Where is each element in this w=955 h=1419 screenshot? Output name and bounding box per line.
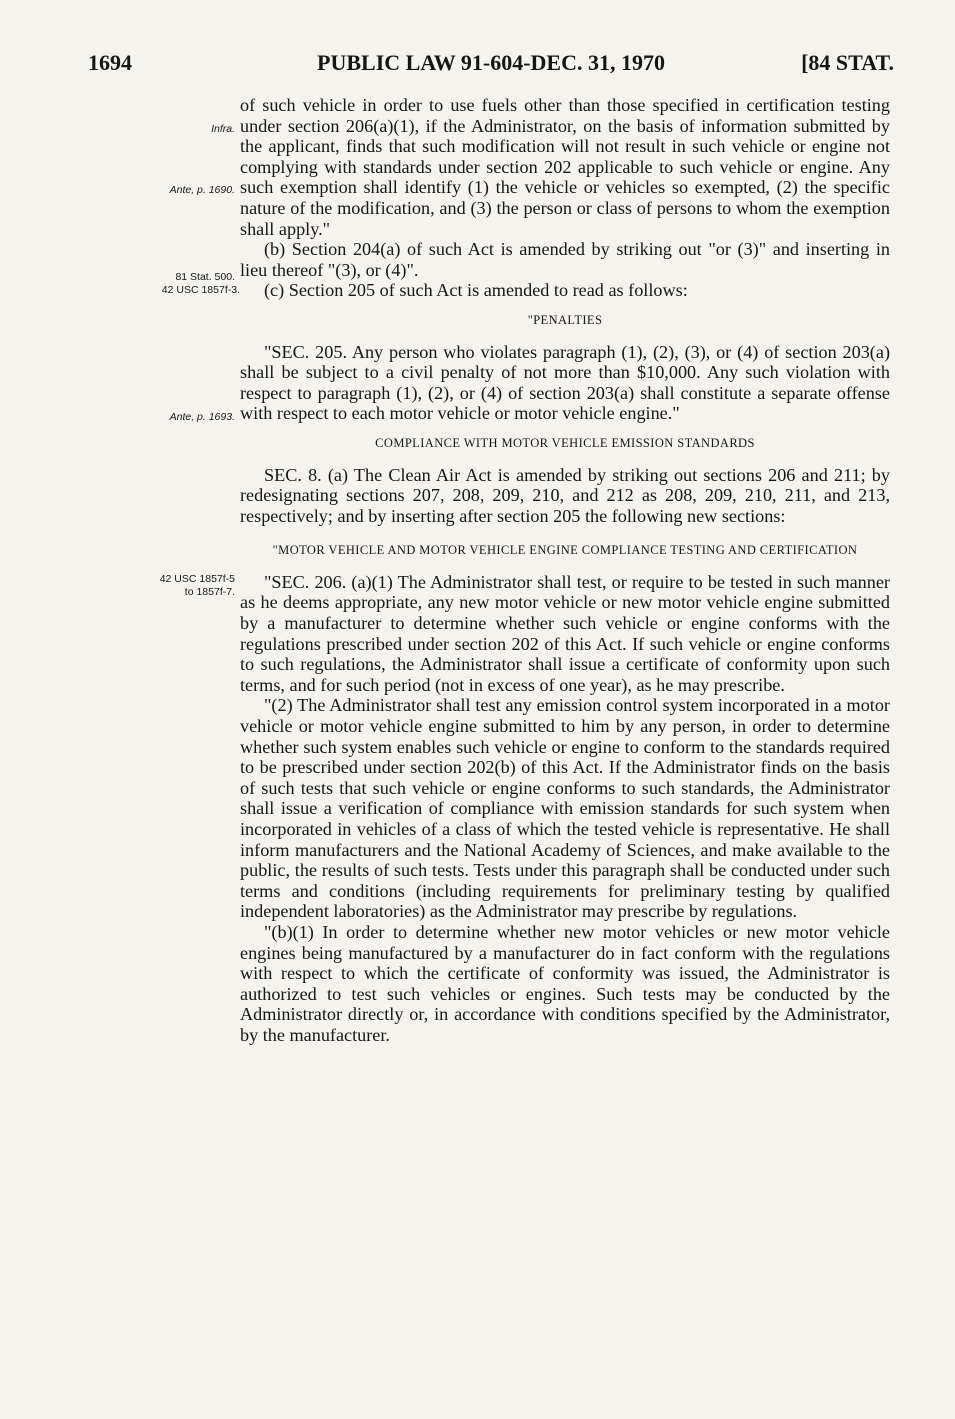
page-number: 1694 — [88, 50, 132, 75]
margin-note-usc-1857f7: to 1857f-7. — [184, 586, 235, 598]
margin-note-usc-1857f5: 42 USC 1857f-5 — [159, 573, 235, 585]
paragraph-section-205-intro: (c) Section 205 of such Act is amended to read as follows: — [264, 280, 688, 301]
page-title: PUBLIC LAW 91-604-DEC. 31, 1970 — [317, 50, 665, 75]
paragraph-section-204: (b) Section 204(a) of such Act is amended by striking out "or (3)" and inserting in lieu thereof "(3), or (4)". — [240, 239, 890, 280]
document-body — [240, 95, 890, 1046]
paragraph-exemption: of such vehicle in order to use fuels other than those specified in certification testing under section 206(a)(1), if the Administrator, on the basis of information submitted by the applicant, finds that such modification will not result in such vehicle or engine not complying with standards under section 202 applicable to such vehicle or engine. Any such exemption shall identify (1) the vehicle or vehicles so exempted, (2) the specific nature of the modification, and (3) the person or class of persons to whom the exemption shall apply." — [240, 95, 890, 239]
margin-note-stat-500: 81 Stat. 500. — [175, 271, 235, 283]
heading-penalties: "PENALTIES — [527, 312, 603, 327]
paragraph-section-206b1: "(b)(1) In order to determine whether new motor vehicles or new motor vehicle engines being manufactured by a manufacturer do in fact conform with the regulations with respect to which the certificate of conformity was issued, the Administrator is authorized to test such vehicles or engines. Such tests may be conducted by the Administrator directly or, in accordance with conditions specified by the Administrator, by the manufacturer. — [240, 921, 890, 1045]
paragraph-section-206a2: "(2) The Administrator shall test any emission control system incorporated in a motor vehicle or motor vehicle engine submitted to him by any person, in order to determine whether such system enables such vehicle or engine to conform to the standards required to be prescribed under section 202(b) of this Act. If the Administrator finds on the basis of such tests that such vehicle or engine conforms to such standards, the Administrator shall issue a verification of compliance with emission standards for such system when incorporated in vehicles of a class of which the tested vehicle is representative. He shall inform manufacturers and the National Academy of Sciences, and make available to the public, the results of such tests. Tests under this paragraph shall be conducted under such terms and conditions (including requirements for preliminary testing by qualified independent laboratories) as the Administrator may prescribe by regulations. — [240, 695, 890, 922]
margin-note-infra: Infra. — [211, 123, 235, 135]
margin-note-ante-1693: Ante, p. 1693. — [169, 411, 235, 423]
paragraph-section-206a1: "SEC. 206. (a)(1) The Administrator shall test, or require to be tested in such manner as he deems appropriate, any new motor vehicle or new motor vehicle engine submitted by a manufacturer to determine whether such vehicle or engine conforms with the regulations prescribed under section 202 of this Act. If such vehicle or engine conforms to such regulations, the Administrator shall issue a certificate of conformity upon such terms, and for such period (not in excess of one year), as he may prescribe. — [240, 571, 890, 695]
margin-note-usc-1857f3: 42 USC 1857f-3. — [161, 284, 240, 296]
heading-compliance-testing: "MOTOR VEHICLE AND MOTOR VEHICLE ENGINE COMPLIANCE TESTING AND CERTIFICATION — [272, 543, 858, 558]
paragraph-section-8: SEC. 8. (a) The Clean Air Act is amended by striking out sections 206 and 211; by redesignating sections 207, 208, 209, 210, and 212 as 208, 209, 210, 211, and 213, respectively; and by inserting after section 205 the following new sections: — [240, 464, 890, 526]
statute-reference: [84 STAT. — [801, 50, 894, 75]
paragraph-section-205: "SEC. 205. Any person who violates paragraph (1), (2), (3), or (4) of section 203(a) shall be subject to a civil penalty of not more than $10,000. Any such violation with respect to paragraph (1), (2), or (4) of section 203(a) shall constitute a separate offense with respect to each motor vehicle or motor vehicle engine." — [240, 341, 890, 424]
margin-note-ante-1690: Ante, p. 1690. — [169, 184, 235, 196]
page-header — [88, 50, 894, 84]
heading-compliance: COMPLIANCE WITH MOTOR VEHICLE EMISSION STANDARDS — [375, 435, 755, 450]
